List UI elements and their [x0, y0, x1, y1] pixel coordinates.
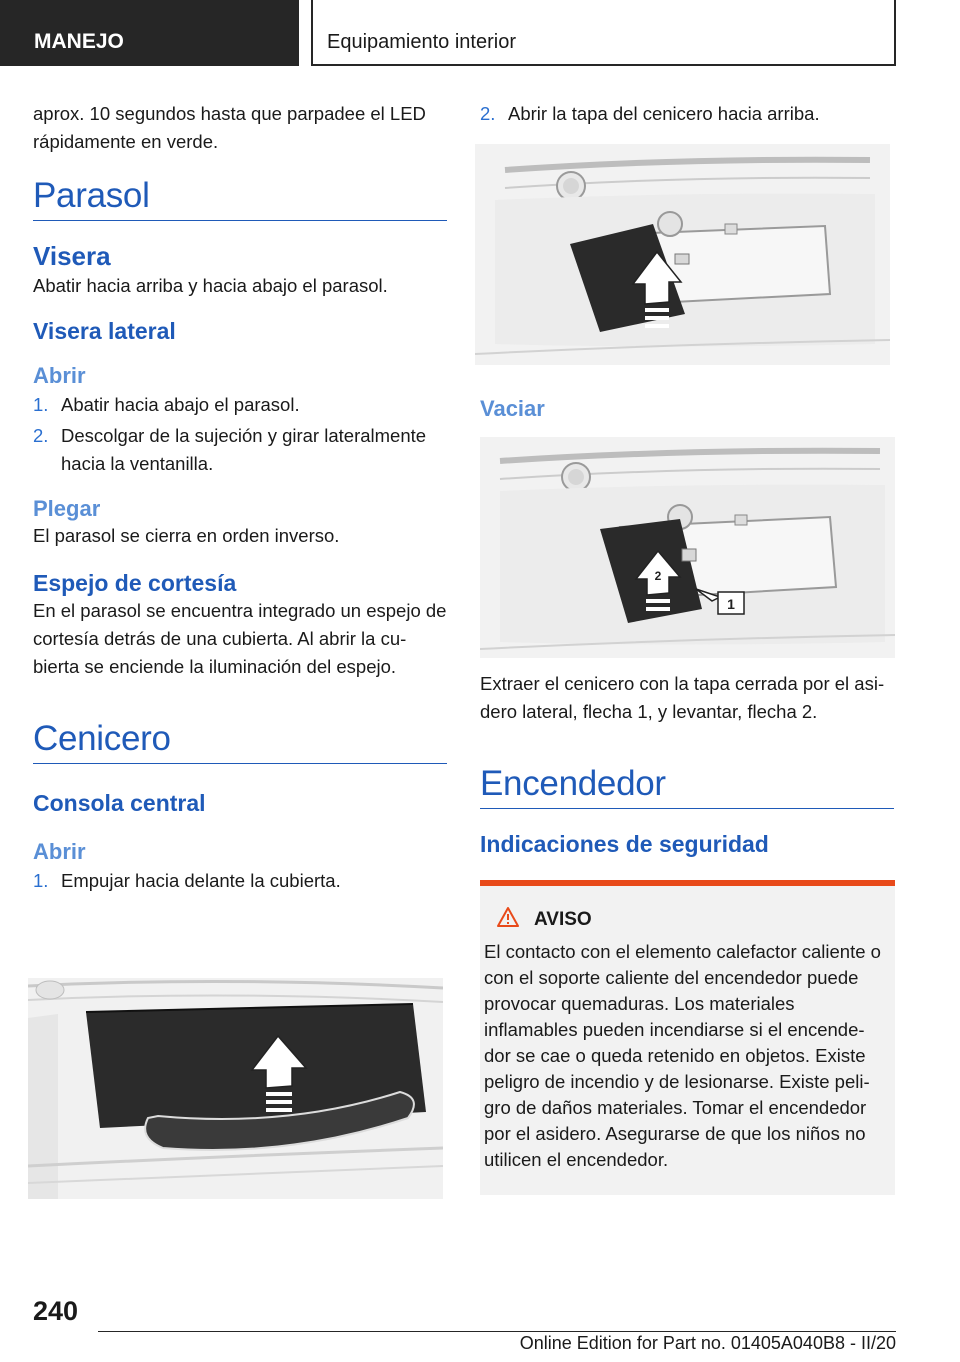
abrir-cenicero-steps-continued [480, 100, 894, 128]
page-number: 240 [33, 1296, 79, 1326]
ashtray-empty-illustration [480, 437, 895, 658]
espejo-text: En el parasol se encuentra integrado un espejo de cortesía detrás de una cubierta. Al abrir la cu-bierta se enciende la iluminación del espejo. [33, 600, 447, 677]
abrir-cenicero-steps [33, 867, 447, 895]
warning-box [480, 880, 895, 1195]
heading-cenicero: Cenicero [33, 719, 447, 764]
heading-visera: Visera [33, 241, 111, 271]
plegar-text: El parasol se cierra en orden inverso. [33, 525, 340, 546]
vaciar-text: Extraer el cenicero con la tapa cerrada por el asi-dero lateral, flecha 1, y levantar, flecha 2. [480, 673, 885, 722]
heading-abrir-visera: Abrir [33, 363, 86, 388]
step-number: 2. [480, 103, 496, 124]
callout-1: 1 [727, 596, 735, 612]
list-item [33, 422, 447, 478]
step-text: Descolgar de la sujeción y girar lateralmente hacia la ventanilla. [61, 425, 427, 474]
step-text: Abrir la tapa del cenicero hacia arriba. [508, 103, 820, 124]
heading-indicaciones-seguridad: Indicaciones de seguridad [480, 831, 769, 857]
heading-consola-central: Consola central [33, 790, 206, 816]
list-item [480, 100, 894, 128]
heading-encendedor: Encendedor [480, 764, 894, 809]
visera-text: Abatir hacia arriba y hacia abajo el parasol. [33, 275, 388, 296]
abrir-visera-steps [33, 391, 447, 478]
heading-espejo: Espejo de cortesía [33, 570, 237, 596]
ashtray-cover-illustration [28, 978, 443, 1199]
intro-text: aprox. 10 segundos hasta que parpadee el LED rápidamente en verde. [33, 103, 426, 152]
step-number: 1. [33, 870, 49, 891]
right-column [480, 100, 894, 128]
left-column [33, 100, 447, 895]
warning-label: AVISO [534, 908, 592, 930]
figure-tapa-abierta [475, 144, 890, 365]
heading-vaciar: Vaciar [480, 396, 545, 421]
footer-edition: Online Edition for Part no. 01405A040B8 - II/20 [519, 1333, 896, 1353]
callout-2: 2 [654, 569, 662, 583]
heading-abrir-cenicero: Abrir [33, 839, 86, 864]
figure-cenicero-cubierta [28, 978, 443, 1199]
step-number: 2. [33, 425, 49, 446]
footer-divider [98, 1331, 896, 1332]
step-text: Empujar hacia delante la cubierta. [61, 870, 341, 891]
ashtray-lid-open-illustration [475, 144, 890, 365]
step-text: Abatir hacia abajo el parasol. [61, 394, 300, 415]
right-lower [480, 670, 894, 1195]
heading-plegar: Plegar [33, 496, 101, 521]
warning-header [484, 906, 881, 933]
header-topic-label: Equipamiento interior [311, 0, 896, 66]
warning-text: El contacto con el elemento calefactor caliente o con el soporte caliente del encendedor puede provocar quemaduras. Los materiales inflamables pueden incendiarse si el encende-dor se cae o queda retenido en objetos. Existe peligro de incendio y de lesionarse. Existe peli-gro de daños materiales. Tomar el encendedor por el asidero. Asegurarse de que los niños no utilicen el encendedor. [484, 941, 881, 1170]
vaciar-heading-wrap [480, 396, 894, 422]
step-number: 1. [33, 394, 49, 415]
warning-triangle-icon [496, 906, 520, 933]
heading-visera-lateral: Visera lateral [33, 318, 176, 344]
page-header [0, 0, 960, 66]
list-item [33, 391, 447, 419]
heading-parasol: Parasol [33, 176, 447, 221]
list-item [33, 867, 447, 895]
figure-vaciar [480, 437, 895, 658]
header-section-label: MANEJO [0, 0, 299, 66]
